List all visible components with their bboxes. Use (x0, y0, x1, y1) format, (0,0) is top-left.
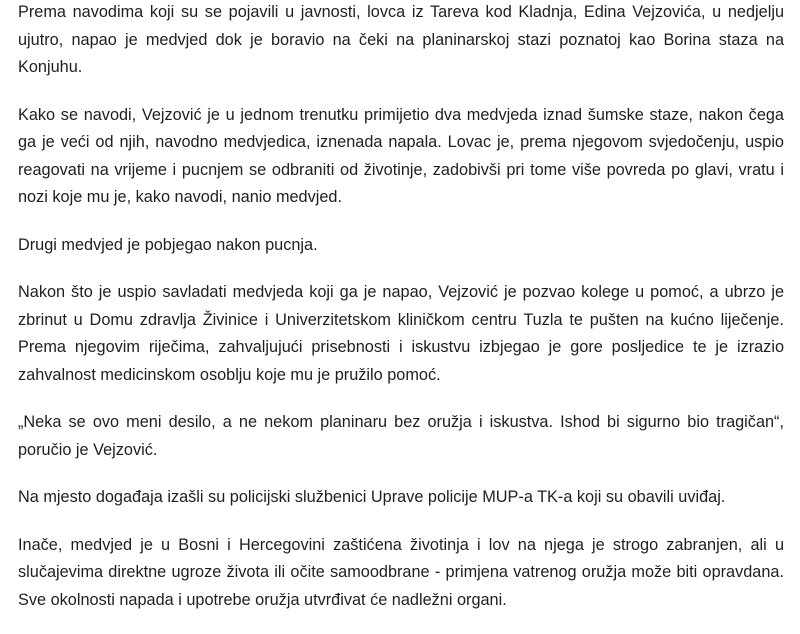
article-paragraph: Drugi medvjed je pobjegao nakon pucnja. (18, 235, 318, 254)
article-paragraph: Prema navodima koji su se pojavili u javnosti, lovca iz Tareva kod Kladnja, Edina Vejzovića, u nedjelju ujutro, napao je medvjed dok je boravio na čeki na planinarskoj stazi poznatoj kao Borina staza na Konjuhu. (18, 3, 784, 76)
article-body (18, 0, 784, 634)
article-paragraph: Na mjesto događaja izašli su policijski službenici Uprave policije MUP-a TK-a koji su obavili uviđaj. (18, 488, 726, 506)
article-paragraph: Nakon što je uspio savladati medvjeda koji ga je napao, Vejzović je pozvao kolege u pomoć, a ubrzo je zbrinut u Domu zdravlja Živinice i Univerzitetskom kliničkom centru Tuzla te pušten na kućno liječenje. Prema njegovim riječima, zahvaljujući prisebnosti i iskustvu izbjegao je gore posljedice te je izrazio zahvalnost medicinskom osoblju koje mu je pružilo pomoć. (18, 283, 784, 384)
article-paragraph: Kako se navodi, Vejzović je u jednom trenutku primijetio dva medvjeda iznad šumske staze, nakon čega ga je veći od njih, navodno medvjedica, iznenada napala. Lovac je, prema njegovom svjedočenju, uspio reagovati na vrijeme i pucnjem se odbraniti od životinje, zadobivši pri tome više povreda po glavi, vratu i nozi koje mu je, kako navodi, nanio medvjed. (18, 105, 784, 206)
article-quote-paragraph: „Neka se ovo meni desilo, a ne nekom planinaru bez oružja i iskustva. Ishod bi sigurno bio tragičan“, poručio je Vejzović. (18, 413, 784, 459)
article-paragraph: Inače, medvjed je u Bosni i Hercegovini zaštićena životinja i lov na njega je strogo zabranjen, ali u slučajevima direktne ugroze života ili očite samoodbrane - primjena vatrenog oružja može biti opravdana. Sve okolnosti napada i upotrebe oružja utvrđivat će nadležni organi. (18, 535, 784, 609)
